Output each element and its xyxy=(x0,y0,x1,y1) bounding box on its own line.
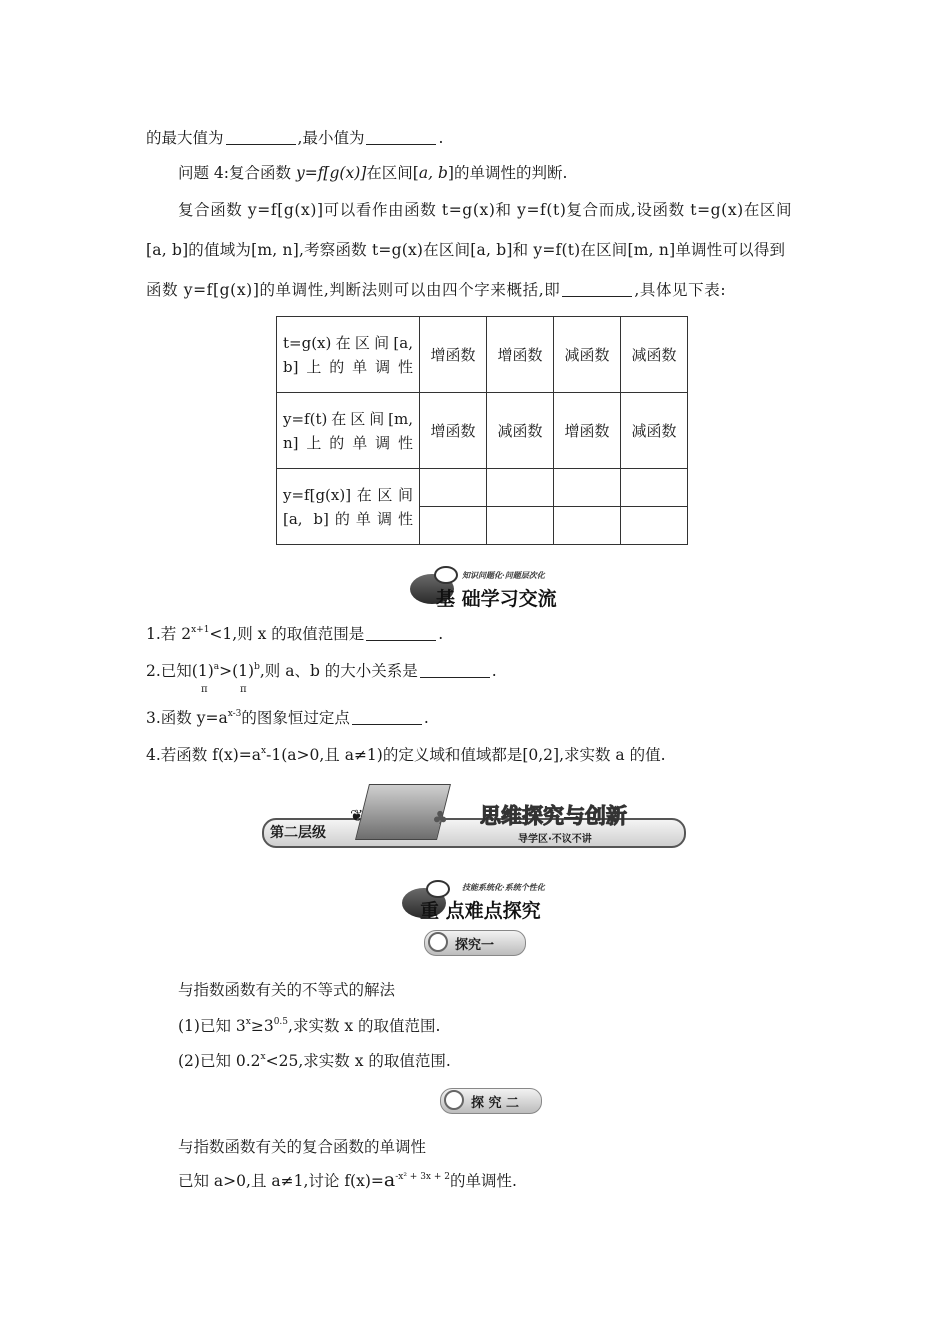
text: ,最小值为 xyxy=(297,129,365,147)
answer-blank[interactable] xyxy=(226,130,296,145)
text: ,则 a、b 的大小关系是 xyxy=(259,662,418,680)
superscript: x+1 xyxy=(191,625,210,635)
banner-subtitle: 技能系统化·系统个性化 xyxy=(462,882,545,892)
section-banner-level-two xyxy=(262,780,687,862)
superscript: b xyxy=(254,662,260,672)
text: a xyxy=(383,1169,396,1191)
table-cell: 增函数 xyxy=(420,393,487,469)
section-banner-basic xyxy=(400,562,600,610)
banner-subtitle: 导学区·不议不讲 xyxy=(518,834,592,845)
tag-label: 探 究 二 xyxy=(471,1096,520,1111)
text: ≥3 xyxy=(250,1017,274,1035)
plant-icon: ♣ xyxy=(432,808,449,829)
answer-cell[interactable] xyxy=(621,507,688,545)
intro-line-0 xyxy=(146,128,443,148)
answer-cell[interactable] xyxy=(554,507,621,545)
text: <25,求实数 x 的取值范围. xyxy=(265,1052,451,1070)
text: ,求实数 x 的取值范围. xyxy=(288,1017,441,1035)
answer-cell[interactable] xyxy=(554,469,621,507)
banner-title: 重 点难点探究 xyxy=(420,900,541,922)
text: >(1) xyxy=(219,662,255,680)
text: 3.函数 y=a xyxy=(146,709,228,727)
exercise-4 xyxy=(146,745,666,765)
paragraph-line-1: 复合函数 y=f[g(x)]可以看作由函数 t=g(x)和 y=f(t)复合而成,设函数 t=g(x)在区间 xyxy=(178,201,793,219)
table-cell: 减函数 xyxy=(554,317,621,393)
explore-one-tag xyxy=(424,930,526,956)
chevron-down-icon xyxy=(428,932,448,952)
answer-cell[interactable] xyxy=(420,469,487,507)
superscript: x xyxy=(261,746,267,756)
butterfly-icon: ❦ xyxy=(350,806,364,825)
banner-title: 基 础学习交流 xyxy=(436,588,557,610)
answer-blank[interactable] xyxy=(366,130,436,145)
text: 函数 y=f[g(x)]的单调性,判断法则可以由四个字来概括,即 xyxy=(146,281,561,299)
row-header: y=f[g(x)]在区间[a, b]的单调性 xyxy=(277,469,420,545)
explore-one-q2 xyxy=(178,1051,451,1071)
paragraph-line-3 xyxy=(146,280,726,300)
text: y=f[g(x)] xyxy=(295,164,367,182)
text: 4.若函数 f(x)=a xyxy=(146,746,262,764)
text: -1(a>0,且 a≠1)的定义域和值域都是[0,2],求实数 a 的值. xyxy=(266,746,666,764)
fraction-denominator: π xyxy=(240,684,247,695)
table-cell: 增函数 xyxy=(420,317,487,393)
text: a, b xyxy=(418,164,448,182)
text: 已知 a>0,且 a≠1,讨论 f(x)= xyxy=(178,1172,384,1190)
section-banner-key-points xyxy=(392,876,592,924)
answer-blank[interactable] xyxy=(352,710,422,725)
table-row xyxy=(277,469,688,507)
answer-blank[interactable] xyxy=(562,282,632,297)
table-cell: 减函数 xyxy=(621,393,688,469)
explore-two-title: 与指数函数有关的复合函数的单调性 xyxy=(178,1138,427,1156)
explore-one-q1 xyxy=(178,1016,440,1036)
row-header: t=g(x)在区间[a, b]上的单调性 xyxy=(277,317,420,393)
question-4 xyxy=(178,163,567,183)
table-cell: 减函数 xyxy=(487,393,554,469)
tag-label: 探究一 xyxy=(455,938,495,953)
superscript: x-3 xyxy=(227,709,242,719)
answer-blank[interactable] xyxy=(420,663,490,678)
row-header: y=f(t)在区间[m, n]上的单调性 xyxy=(277,393,420,469)
text: 在区间[ xyxy=(366,164,419,182)
exercise-1 xyxy=(146,624,443,644)
explore-two-tag xyxy=(440,1088,542,1114)
text: . xyxy=(423,709,429,727)
text: 2.已知(1) xyxy=(146,662,214,680)
text: 问题 4:复合函数 xyxy=(178,164,296,182)
explore-one-title: 与指数函数有关的不等式的解法 xyxy=(178,981,396,999)
text: (1)已知 3 xyxy=(178,1017,246,1035)
speech-bubble-icon xyxy=(434,566,458,584)
text: 的最大值为 xyxy=(146,129,224,147)
text: 的图象恒过定点 xyxy=(241,709,350,727)
text: ,具体见下表: xyxy=(634,281,727,299)
table-row xyxy=(277,393,688,469)
text: 的单调性. xyxy=(449,1172,517,1190)
banner-level-label: 第二层级 xyxy=(270,825,326,841)
superscript: 0.5 xyxy=(273,1017,289,1027)
fraction-denominator: π xyxy=(201,684,208,695)
table-row xyxy=(277,317,688,393)
answer-cell[interactable] xyxy=(487,507,554,545)
chevron-down-icon xyxy=(444,1090,464,1110)
table-cell: 增函数 xyxy=(554,393,621,469)
text: 1.若 2 xyxy=(146,625,192,643)
superscript: a xyxy=(213,662,220,672)
banner-title: 思维探究与创新 xyxy=(480,804,627,828)
exercise-2 xyxy=(146,661,497,681)
superscript: -x² + 3x + 2 xyxy=(395,1172,450,1182)
answer-cell[interactable] xyxy=(621,469,688,507)
table-cell: 增函数 xyxy=(487,317,554,393)
text: <1,则 x 的取值范围是 xyxy=(209,625,365,643)
banner-subtitle: 知识问题化·问题层次化 xyxy=(462,570,545,580)
text: . xyxy=(438,129,444,147)
text: (2)已知 0.2 xyxy=(178,1052,261,1070)
superscript: x xyxy=(260,1052,266,1062)
text: . xyxy=(438,625,444,643)
text: . xyxy=(491,662,497,680)
answer-cell[interactable] xyxy=(487,469,554,507)
explore-two-q1 xyxy=(178,1170,517,1191)
superscript: x xyxy=(245,1017,251,1027)
text: ]的单调性的判断. xyxy=(447,164,568,182)
answer-blank[interactable] xyxy=(366,626,436,641)
paragraph-line-2: [a, b]的值域为[m, n],考察函数 t=g(x)在区间[a, b]和 y=f(t)在区间[m, n]单调性可以得到 xyxy=(146,241,786,259)
exercise-3 xyxy=(146,708,429,728)
table-cell: 减函数 xyxy=(621,317,688,393)
answer-cell[interactable] xyxy=(420,507,487,545)
monotonicity-table xyxy=(276,316,688,545)
